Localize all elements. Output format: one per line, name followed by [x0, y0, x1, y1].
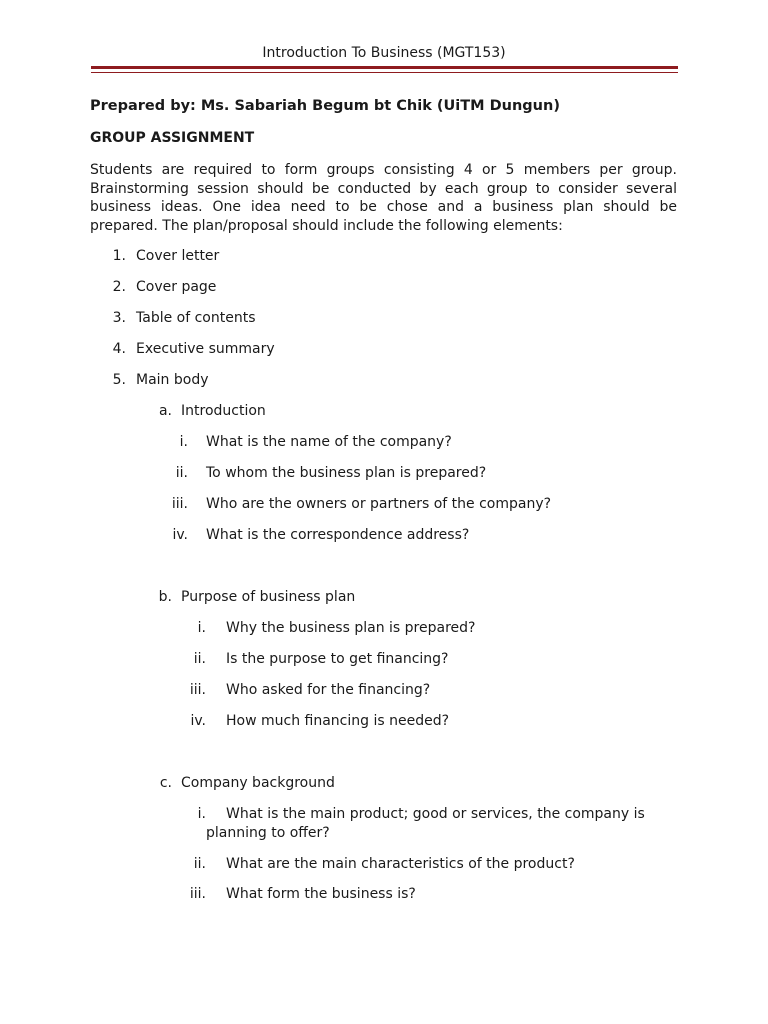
section-marker: a. — [158, 403, 172, 419]
assignment-title: GROUP ASSIGNMENT — [90, 130, 255, 146]
list-marker: ii. — [175, 465, 188, 481]
list-text: How much financing is needed? — [226, 713, 450, 729]
list-marker: i. — [197, 806, 206, 822]
list-marker: 4. — [112, 341, 126, 357]
list-text: To whom the business plan is prepared? — [206, 465, 487, 481]
list-marker: 2. — [112, 279, 126, 295]
list-text: Why the business plan is prepared? — [226, 620, 476, 636]
intro-paragraph: Students are required to form groups consisting 4 or 5 members per group. Brainstorming session should be conducted by each group to consider several business ideas. One idea need to be chose and a business plan should be prepared. The plan/proposal should include the following elements: — [90, 162, 677, 234]
list-marker: i. — [197, 620, 206, 636]
list-marker: 3. — [112, 310, 126, 326]
list-text: Who asked for the financing? — [226, 682, 431, 698]
list-text: Executive summary — [136, 341, 275, 357]
header-title: Introduction To Business (MGT153) — [262, 45, 506, 61]
list-text: Table of contents — [136, 310, 256, 326]
list-text: What are the main characteristics of the product? — [226, 856, 575, 872]
list-text: What is the correspondence address? — [206, 527, 470, 543]
list-text: What is the main product; good or services, the company is — [226, 806, 645, 822]
header-rule-thick — [91, 66, 678, 69]
list-text: Cover page — [136, 279, 217, 295]
list-text: What is the name of the company? — [206, 434, 452, 450]
list-text: Main body — [136, 372, 209, 388]
list-text: Is the purpose to get financing? — [226, 651, 449, 667]
section-title: Introduction — [181, 403, 266, 419]
section-title: Purpose of business plan — [181, 589, 356, 605]
list-marker: 1. — [112, 248, 126, 264]
list-marker: iii. — [189, 682, 206, 698]
list-text: What form the business is? — [226, 886, 416, 902]
list-text-continuation: planning to offer? — [206, 825, 330, 841]
prepared-by: Prepared by: Ms. Sabariah Begum bt Chik (UiTM Dungun) — [90, 98, 560, 114]
list-marker: 5. — [112, 372, 126, 388]
section-marker: b. — [158, 589, 172, 605]
list-marker: ii. — [193, 856, 206, 872]
list-marker: i. — [179, 434, 188, 450]
list-marker: iv. — [172, 527, 188, 543]
list-marker: ii. — [193, 651, 206, 667]
section-title: Company background — [181, 775, 335, 791]
list-marker: iii. — [171, 496, 188, 512]
list-marker: iv. — [190, 713, 206, 729]
header-rule-thin — [91, 72, 678, 73]
section-marker: c. — [159, 775, 172, 791]
list-text: Cover letter — [136, 248, 220, 264]
list-text: Who are the owners or partners of the company? — [206, 496, 552, 512]
list-marker: iii. — [189, 886, 206, 902]
